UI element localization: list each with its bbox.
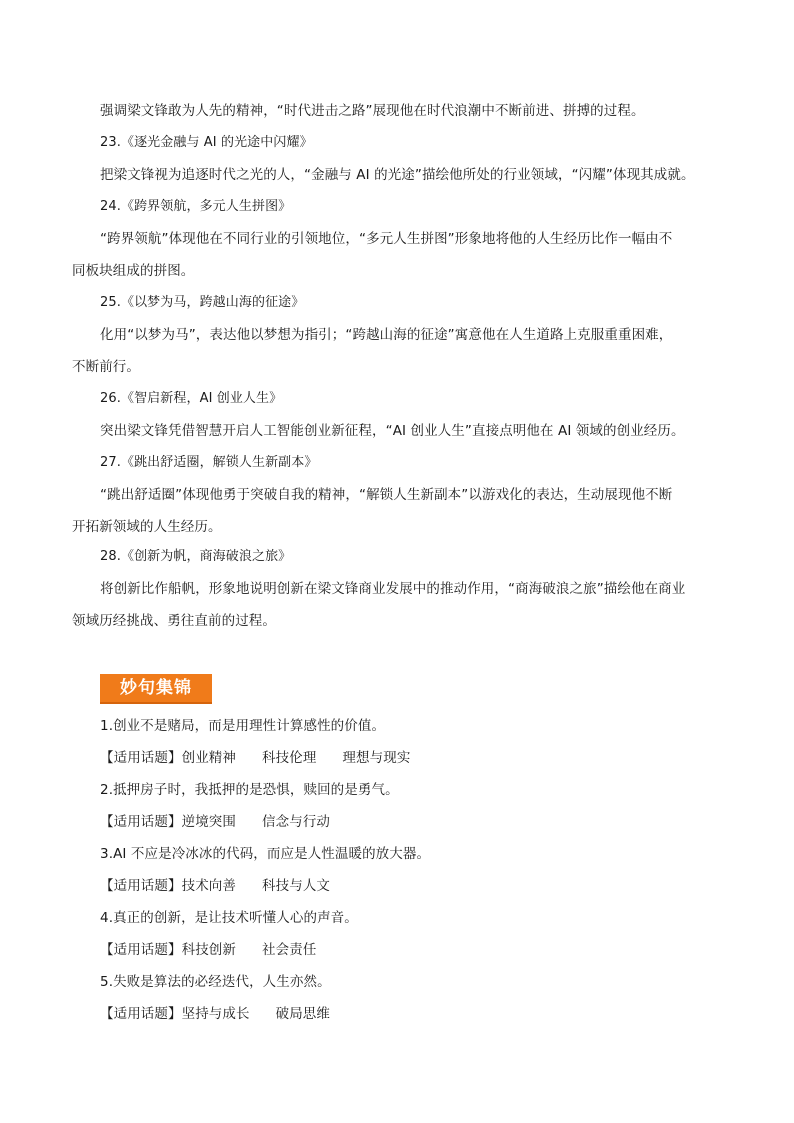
topic-tag: 理想与现实 <box>342 750 411 766</box>
topic-tag: 逆境突围 <box>181 814 237 830</box>
topic-tag: 科技与人文 <box>262 878 331 894</box>
topic-tag: 创业精神 <box>181 750 237 766</box>
quote-text: 1.创业不是赌局，而是用理性计算感性的价值。 <box>100 718 386 734</box>
paragraph-text: “跳出舒适圈”体现他勇于突破自我的精神，“解锁人生新副本”以游戏化的表达，生动展现他不断 <box>100 487 673 503</box>
paragraph-text: 同板块组成的拼图。 <box>72 263 195 279</box>
topic-tag: 坚持与成长 <box>181 1006 250 1022</box>
topic-tag: 科技伦理 <box>262 750 317 766</box>
topic-tag: 破局思维 <box>275 1006 331 1022</box>
quote-topics <box>100 941 316 959</box>
section-title: 妙句集锦 <box>120 678 192 698</box>
topic-tag: 社会责任 <box>262 942 317 958</box>
quote-topics <box>100 877 330 895</box>
paragraph-text: 开拓新领域的人生经历。 <box>72 519 222 535</box>
quote-topics <box>100 1005 330 1023</box>
paragraph-text: 将创新比作船帆，形象地说明创新在梁文锋商业发展中的推动作用，“商海破浪之旅”描绘他在商业 <box>100 581 686 597</box>
topic-tag: 科技创新 <box>181 942 237 958</box>
quote-topics <box>100 813 330 831</box>
section-banner <box>100 674 212 704</box>
quote-text: 3.AI 不应是冷冰冰的代码，而应是人性温暖的放大器。 <box>100 846 431 862</box>
topic-tag: 信念与行动 <box>262 814 331 830</box>
title-heading-26: 26.《智启新程，AI 创业人生》 <box>100 391 283 406</box>
paragraph-text: “跨界领航”体现他在不同行业的引领地位，“多元人生拼图”形象地将他的人生经历比作一幅由不 <box>100 231 673 247</box>
title-heading-28: 28.《创新为帆，商海破浪之旅》 <box>100 549 292 564</box>
title-heading-27: 27.《跳出舒适圈，解锁人生新副本》 <box>100 455 318 470</box>
paragraph-text: 突出梁文锋凭借智慧开启人工智能创业新征程，“AI 创业人生”直接点明他在 AI 领域的创业经历。 <box>100 423 685 439</box>
title-heading-23: 23.《逐光金融与 AI 的光途中闪耀》 <box>100 135 313 150</box>
topic-label: 【适用话题】 <box>100 942 182 958</box>
title-heading-25: 25.《以梦为马，跨越山海的征途》 <box>100 295 305 310</box>
paragraph-text: 不断前行。 <box>72 359 140 375</box>
topic-label: 【适用话题】 <box>100 1006 182 1022</box>
quote-text: 5.失败是算法的必经迭代，人生亦然。 <box>100 974 331 990</box>
quote-text: 4.真正的创新，是让技术听懂人心的声音。 <box>100 910 358 926</box>
quote-topics <box>100 749 410 767</box>
topic-tag: 技术向善 <box>181 878 237 894</box>
paragraph-text: 领域历经挑战、勇往直前的过程。 <box>72 613 276 629</box>
paragraph-text: 强调梁文锋敢为人先的精神，“时代进击之路”展现他在时代浪潮中不断前进、拼搏的过程。 <box>100 103 645 119</box>
quote-text: 2.抵押房子时，我抵押的是恐惧，赎回的是勇气。 <box>100 782 399 798</box>
topic-label: 【适用话题】 <box>100 878 182 894</box>
topic-label: 【适用话题】 <box>100 750 182 766</box>
paragraph-text: 化用“以梦为马”，表达他以梦想为指引；“跨越山海的征途”寓意他在人生道路上克服重重困难， <box>100 327 673 343</box>
topic-label: 【适用话题】 <box>100 814 182 830</box>
paragraph-text: 把梁文锋视为追逐时代之光的人，“金融与 AI 的光途”描绘他所处的行业领域，“闪耀”体现其成就。 <box>100 167 695 183</box>
title-heading-24: 24.《跨界领航，多元人生拼图》 <box>100 199 292 214</box>
